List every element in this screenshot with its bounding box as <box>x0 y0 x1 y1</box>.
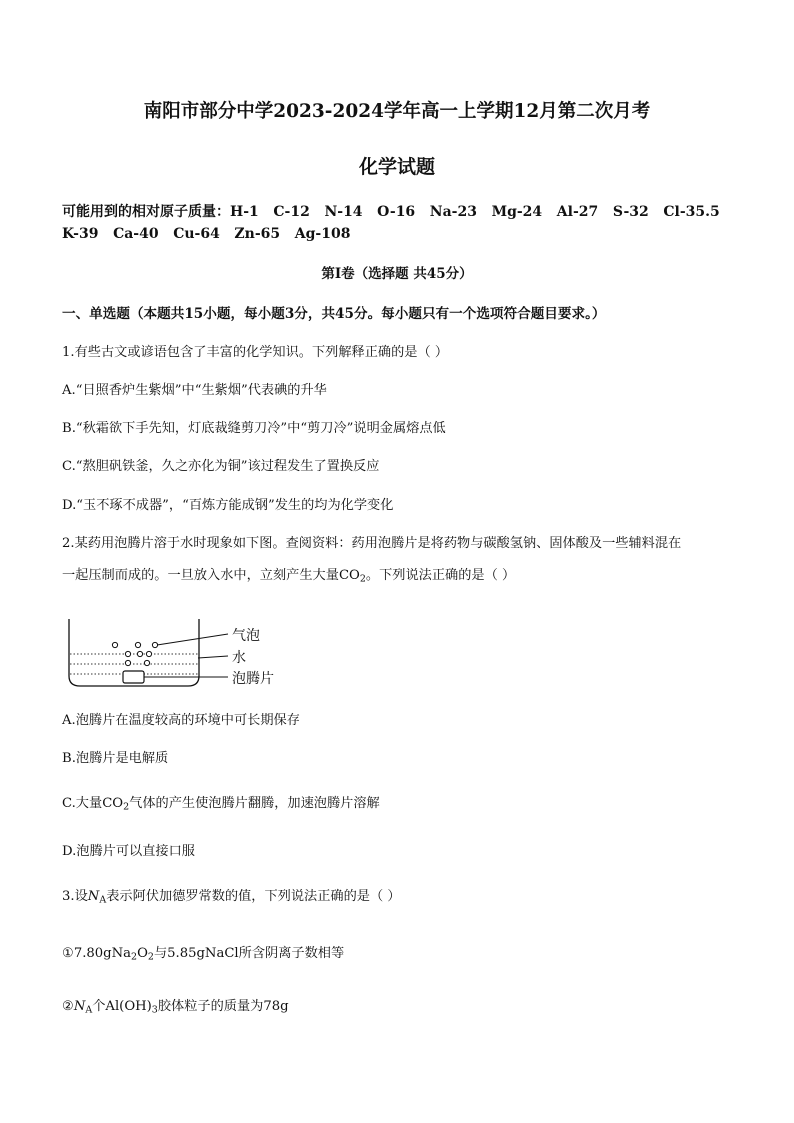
s2-sub: 3 <box>151 1004 158 1016</box>
bubble-icon <box>112 642 117 647</box>
co2-formula <box>339 568 366 583</box>
effervescent-tablet-diagram <box>60 616 300 690</box>
atomic-masses-line2: K-39 Ca-40 Cu-64 Zn-65 Ag-108 <box>62 226 351 242</box>
q2-option-c-text: 气体的产生使泡腾片翻腾，加速泡腾片溶解 <box>129 796 380 811</box>
bubble-icon <box>144 660 149 665</box>
avogadro-subscript: A <box>85 1004 93 1016</box>
avogadro-subscript: A <box>99 894 107 906</box>
exam-subtitle: 化学试题 <box>358 156 435 178</box>
s1-part: 与5.85gNaCl所含阴离子数相等 <box>153 946 345 961</box>
atomic-masses-label: 可能用到的相对原子质量： <box>62 204 230 220</box>
avogadro-symbol: N <box>87 889 100 904</box>
s1-sub: 2 <box>131 951 138 963</box>
s2-part: 胶体粒子的质量为78g <box>157 999 289 1014</box>
q2-stem-line1: 2.某药用泡腾片溶于水时现象如下图。查阅资料：药用泡腾片是将药物与碳酸氢钠、固体酸及一些辅料混在 <box>62 536 682 551</box>
s2-part: ② <box>62 999 74 1014</box>
volume-heading: 第Ⅰ卷（选择题 共45分） <box>321 266 473 282</box>
q1-option-b: B.“秋霜欲下手先知，灯底裁缝剪刀冷”中“剪刀冷”说明金属熔点低 <box>62 421 446 436</box>
q1-option-d: D.“玉不琢不成器”，“百炼方能成钢”发生的均为化学变化 <box>62 498 394 513</box>
q3-number: 3.设 <box>62 889 88 904</box>
bubble-icon <box>135 642 140 647</box>
co2-subscript: 2 <box>123 801 130 813</box>
bubble-icon <box>125 651 130 656</box>
avogadro-symbol: N <box>73 999 86 1014</box>
bubble-icon <box>152 642 157 647</box>
co2-text: CO <box>338 568 360 583</box>
s1-part: ①7.80gNa <box>62 946 132 961</box>
s1-sub: 2 <box>147 951 154 963</box>
label-tablet: 泡腾片 <box>232 671 274 687</box>
section-heading: 一、单选题（本题共15小题，每小题3分，共45分。每小题只有一个选项符合题目要求。） <box>62 306 606 322</box>
bubble-icon <box>146 651 151 656</box>
q2-option-d: D.泡腾片可以直接口服 <box>62 844 195 859</box>
label-bubble: 气泡 <box>232 628 260 644</box>
bubble-icon <box>137 651 142 656</box>
label-water: 水 <box>232 650 246 666</box>
co2-subscript: 2 <box>359 573 366 585</box>
q3-stem <box>62 885 401 904</box>
q3-statement-1 <box>62 942 344 961</box>
q1-stem: 1.有些古文或谚语包含了丰富的化学知识。下列解释正确的是（ ） <box>62 345 449 360</box>
atomic-masses-line1 <box>62 201 720 221</box>
q2-stem-text: 一起压制而成的。一旦放入水中，立刻产生大量 <box>62 568 339 583</box>
q2-stem-line2 <box>62 564 515 583</box>
q2-stem-tail: 。下列说法正确的是（ ） <box>365 568 516 583</box>
q3-stem-text: 表示阿伏加德罗常数的值，下列说法正确的是（ ） <box>106 889 401 904</box>
q1-option-a: A.“日照香炉生紫烟”中“生紫烟”代表碘的升华 <box>62 383 327 398</box>
bubble-icon <box>125 660 130 665</box>
q2-option-c-prefix: C.大量 <box>62 796 103 811</box>
exam-title: 南阳市部分中学2023-2024学年高一上学期12月第二次月考 <box>143 101 651 122</box>
leader-line-water <box>198 656 228 658</box>
q2-option-c <box>62 792 380 811</box>
co2-text: CO <box>102 796 124 811</box>
q1-option-c: C.“熬胆矾铁釜，久之亦化为铜”该过程发生了置换反应 <box>62 459 380 474</box>
atomic-masses-values: H-1 C-12 N-14 O-16 Na-23 Mg-24 Al-27 S-32 Cl-35.5 <box>230 204 720 220</box>
s1-part: O <box>137 946 148 961</box>
leader-line-bubble <box>157 634 228 645</box>
tablet-icon <box>123 671 144 683</box>
q2-option-b: B.泡腾片是电解质 <box>62 751 169 766</box>
q2-option-a: A.泡腾片在温度较高的环境中可长期保存 <box>62 713 300 728</box>
s2-part: 个Al(OH) <box>92 999 152 1014</box>
q3-statement-2 <box>62 995 289 1014</box>
